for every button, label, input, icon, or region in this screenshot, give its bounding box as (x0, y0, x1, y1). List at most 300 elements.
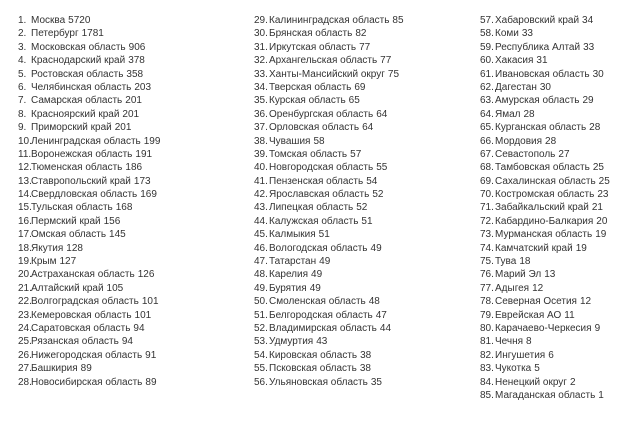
region-row (480, 201, 640, 214)
region-count: 378 (128, 55, 145, 67)
region-name: Владимирская область (269, 322, 377, 334)
region-name: Марий Эл (495, 269, 542, 281)
region-name: Ханты-Мансийский округ (269, 68, 385, 80)
rank-number: 82. (480, 349, 494, 361)
region-ranking (0, 14, 640, 414)
rank-number: 50. (254, 296, 268, 308)
region-name: Челябинская область (31, 81, 132, 93)
region-count: 25 (598, 175, 610, 187)
region-row (480, 268, 640, 281)
region-row (480, 148, 640, 161)
region-name: Дагестан (495, 81, 537, 93)
region-name: Самарская область (31, 95, 123, 107)
rank-number: 83. (480, 363, 494, 375)
rank-number: 57. (480, 15, 494, 26)
region-count: 30 (539, 81, 551, 93)
region-row (18, 335, 233, 348)
rank-number: 21. (18, 282, 32, 294)
rank-number: 68. (480, 162, 494, 174)
region-count: 51 (318, 229, 330, 241)
region-count: 48 (368, 296, 380, 308)
region-count: 19 (595, 229, 607, 241)
region-count: 47 (375, 309, 387, 321)
region-row (254, 335, 476, 348)
region-name: Краснодарский край (31, 55, 126, 67)
rank-number: 85. (480, 389, 494, 401)
region-row (254, 362, 476, 375)
rank-number: 41. (254, 175, 268, 187)
region-row (480, 282, 640, 295)
rank-number: 63. (480, 95, 494, 107)
region-name: Сахалинская область (495, 175, 596, 187)
region-name: Тверская область (269, 81, 352, 93)
rank-number: 29. (254, 15, 268, 26)
region-row (254, 161, 476, 174)
region-name: Татарстан (269, 256, 317, 268)
region-count: 34 (582, 15, 594, 26)
region-name: Карачаево-Черкесия (495, 322, 592, 334)
rank-number: 9. (18, 122, 27, 134)
rank-number: 3. (18, 41, 27, 53)
region-name: Московская область (31, 41, 126, 53)
region-count: 64 (362, 122, 374, 134)
region-row (480, 376, 640, 389)
region-count: 38 (360, 349, 372, 361)
region-count: 28 (523, 108, 535, 120)
region-row (18, 282, 233, 295)
region-count: 75 (387, 68, 400, 80)
region-row (480, 54, 640, 67)
region-row (18, 349, 233, 362)
region-name: Астраханская область (31, 269, 135, 281)
rank-number: 42. (254, 189, 268, 201)
region-name: Чувашия (269, 135, 311, 147)
region-name: Белгородская область (269, 309, 373, 321)
rank-number: 54. (254, 349, 268, 361)
region-row (480, 188, 640, 201)
region-name: Ставропольский край (31, 175, 131, 187)
region-name: Чечня (495, 336, 524, 348)
region-count: 31 (536, 55, 548, 67)
region-count: 8 (526, 336, 532, 348)
region-name: Курганская область (495, 122, 587, 134)
region-count: 126 (137, 269, 155, 281)
region-count: 201 (114, 122, 132, 134)
region-name: Ивановская область (495, 68, 590, 80)
rank-number: 25. (18, 336, 32, 348)
region-count: 101 (141, 296, 159, 308)
region-count: 906 (128, 41, 146, 53)
region-row (480, 295, 640, 308)
region-count: 186 (125, 162, 143, 174)
rank-number: 79. (480, 309, 494, 321)
rank-number: 5. (18, 68, 27, 80)
region-name: Тамбовская область (495, 162, 590, 174)
region-row (254, 54, 476, 67)
region-row (254, 215, 476, 228)
region-name: Москва (31, 15, 66, 26)
rank-number: 22. (18, 296, 32, 308)
region-row (480, 135, 640, 148)
region-name: Ненецкий округ (495, 376, 567, 388)
region-row (254, 255, 476, 268)
rank-number: 31. (254, 41, 268, 53)
region-name: Брянская область (269, 28, 353, 40)
region-count: 101 (134, 309, 152, 321)
ranking-column-2 (254, 14, 476, 389)
region-count: 23 (597, 189, 609, 201)
region-name: Крым (31, 256, 57, 268)
region-name: Кабардино-Балкария (495, 215, 594, 227)
region-row (254, 242, 476, 255)
region-name: Тюменская область (31, 162, 123, 174)
region-count: 128 (66, 242, 83, 254)
region-count: 35 (370, 376, 382, 388)
rank-number: 73. (480, 229, 494, 241)
region-name: Мордовия (495, 135, 543, 147)
region-row (254, 201, 476, 214)
region-row (18, 81, 233, 94)
region-name: Коми (495, 28, 519, 40)
region-row (480, 108, 640, 121)
rank-number: 18. (18, 242, 32, 254)
region-name: Алтайский край (31, 282, 104, 294)
region-count: 18 (519, 256, 531, 268)
rank-number: 46. (254, 242, 268, 254)
ranking-column-3 (480, 14, 640, 402)
region-count: 44 (379, 322, 392, 334)
rank-number: 56. (254, 376, 268, 388)
region-row (18, 295, 233, 308)
rank-number: 72. (480, 215, 494, 227)
region-name: Адыгея (495, 282, 530, 294)
region-row (480, 362, 640, 375)
region-row (18, 41, 233, 54)
region-name: Омская область (31, 229, 107, 241)
region-count: 94 (133, 322, 145, 334)
rank-number: 27. (18, 363, 32, 375)
region-count: 51 (361, 215, 373, 227)
rank-number: 24. (18, 322, 32, 334)
rank-number: 69. (480, 175, 494, 187)
region-name: Мурманская область (495, 229, 593, 241)
region-count: 52 (372, 189, 384, 201)
rank-number: 15. (18, 202, 32, 214)
region-name: Воронежская область (31, 148, 133, 160)
region-row (254, 27, 476, 40)
region-name: Якутия (31, 242, 64, 254)
region-count: 58 (313, 135, 325, 147)
rank-number: 1. (18, 15, 27, 26)
region-row (18, 27, 233, 40)
region-row (480, 175, 640, 188)
rank-number: 33. (254, 68, 268, 80)
ranking-column-1 (18, 14, 233, 389)
region-row (480, 121, 640, 134)
rank-number: 47. (254, 256, 268, 268)
region-name: Орловская область (269, 122, 360, 134)
region-row (480, 14, 640, 27)
rank-number: 23. (18, 309, 32, 321)
region-count: 9 (594, 322, 601, 334)
region-row (254, 228, 476, 241)
region-row (18, 268, 233, 281)
region-count: 156 (103, 215, 121, 227)
region-name: Оренбургская область (269, 108, 374, 120)
rank-number: 34. (254, 81, 268, 93)
region-name: Тульская область (31, 202, 113, 214)
region-name: Ростовская область (31, 68, 124, 80)
region-row (18, 201, 233, 214)
region-name: Новосибирская область (31, 376, 143, 388)
region-count: 19 (575, 242, 587, 254)
region-row (18, 242, 233, 255)
region-name: Ярославская область (269, 189, 370, 201)
region-row (480, 255, 640, 268)
region-name: Вологодская область (269, 242, 368, 254)
rank-number: 84. (480, 376, 494, 388)
rank-number: 76. (480, 269, 494, 281)
region-name: Камчатский край (495, 242, 573, 254)
rank-number: 44. (254, 215, 268, 227)
region-name: Рязанская область (31, 336, 119, 348)
region-row (18, 68, 233, 81)
region-row (18, 362, 233, 375)
region-count: 11 (564, 309, 575, 321)
rank-number: 81. (480, 336, 494, 348)
region-name: Нижегородская область (31, 349, 143, 361)
rank-number: 52. (254, 322, 268, 334)
region-name: Калининградская область (269, 15, 390, 26)
region-count: 91 (145, 349, 157, 361)
rank-number: 4. (18, 55, 27, 67)
region-row (18, 188, 233, 201)
rank-number: 53. (254, 336, 268, 348)
region-row (480, 322, 640, 335)
rank-number: 51. (254, 309, 268, 321)
region-row (254, 376, 476, 389)
region-count: 5 (534, 363, 540, 375)
region-row (18, 14, 233, 27)
region-count: 27 (558, 148, 570, 160)
region-count: 77 (380, 55, 392, 67)
region-row (254, 188, 476, 201)
region-count: 145 (109, 229, 126, 241)
region-count: 30 (592, 68, 604, 80)
region-name: Северная Осетия (495, 296, 577, 308)
region-count: 28 (589, 122, 601, 134)
region-count: 2 (569, 376, 576, 388)
region-count: 85 (392, 15, 404, 26)
region-name: Кемеровская область (31, 309, 132, 321)
region-row (480, 161, 640, 174)
region-row (18, 215, 233, 228)
region-count: 69 (354, 81, 366, 93)
region-row (480, 349, 640, 362)
region-count: 127 (59, 256, 77, 268)
rank-number: 13. (18, 175, 32, 187)
region-count: 6 (548, 349, 554, 361)
rank-number: 60. (480, 55, 494, 67)
region-name: Томская область (269, 148, 348, 160)
region-name: Курская область (269, 95, 346, 107)
region-name: Архангельская область (269, 55, 378, 67)
region-name: Хакасия (495, 55, 534, 67)
region-row (18, 322, 233, 335)
region-name: Петербург (31, 28, 79, 40)
region-row (254, 121, 476, 134)
rank-number: 64. (480, 108, 494, 120)
rank-number: 30. (254, 28, 268, 40)
region-count: 49 (309, 282, 321, 294)
region-count: 57 (350, 148, 362, 160)
region-name: Ингушетия (495, 349, 546, 361)
rank-number: 75. (480, 256, 494, 268)
region-count: 89 (145, 376, 157, 388)
rank-number: 14. (18, 189, 32, 201)
region-name: Севастополь (495, 148, 556, 160)
region-row (254, 175, 476, 188)
region-row (254, 282, 476, 295)
region-name: Ульяновская область (269, 376, 368, 388)
rank-number: 74. (480, 242, 494, 254)
region-count: 12 (532, 282, 544, 294)
region-row (480, 335, 640, 348)
region-count: 203 (134, 81, 152, 93)
region-count: 82 (355, 28, 367, 40)
region-row (18, 175, 233, 188)
rank-number: 40. (254, 162, 268, 174)
region-count: 64 (376, 108, 388, 120)
region-count: 191 (135, 148, 153, 160)
region-count: 199 (143, 135, 161, 147)
region-name: Амурская область (495, 95, 580, 107)
region-row (254, 148, 476, 161)
region-count: 201 (125, 95, 142, 107)
region-count: 1 (598, 389, 604, 401)
region-name: Красноярский край (31, 108, 120, 120)
region-row (18, 309, 233, 322)
region-row (254, 14, 476, 27)
region-row (254, 135, 476, 148)
region-row (254, 268, 476, 281)
rank-number: 35. (254, 95, 268, 107)
rank-number: 65. (480, 122, 494, 134)
region-name: Новгородская область (269, 162, 374, 174)
region-count: 28 (545, 135, 557, 147)
region-row (18, 255, 233, 268)
region-name: Забайкальский край (495, 202, 589, 214)
region-count: 52 (356, 202, 368, 214)
region-row (18, 108, 233, 121)
region-row (480, 68, 640, 81)
rank-number: 7. (18, 95, 27, 107)
region-row (254, 68, 476, 81)
region-row (254, 41, 476, 54)
region-row (480, 215, 640, 228)
region-count: 201 (122, 108, 140, 120)
rank-number: 58. (480, 28, 494, 40)
region-name: Бурятия (269, 282, 307, 294)
region-row (254, 309, 476, 322)
region-row (18, 161, 233, 174)
rank-number: 77. (480, 282, 494, 294)
rank-number: 37. (254, 122, 268, 134)
region-count: 65 (348, 95, 360, 107)
region-row (18, 135, 233, 148)
region-name: Республика Алтай (495, 41, 581, 53)
rank-number: 32. (254, 55, 268, 67)
region-count: 49 (319, 256, 331, 268)
rank-number: 80. (480, 322, 494, 334)
rank-number: 61. (480, 68, 494, 80)
region-count: 33 (521, 28, 533, 40)
region-name: Иркутская область (269, 41, 357, 53)
region-name: Тува (495, 256, 517, 268)
region-count: 173 (133, 175, 151, 187)
rank-number: 49. (254, 282, 268, 294)
rank-number: 11. (18, 148, 32, 160)
region-row (18, 54, 233, 67)
region-count: 169 (140, 189, 157, 201)
region-row (480, 27, 640, 40)
rank-number: 26. (18, 349, 32, 361)
region-row (480, 228, 640, 241)
region-count: 12 (579, 296, 592, 308)
region-row (18, 94, 233, 107)
rank-number: 39. (254, 148, 268, 160)
region-count: 1781 (81, 28, 104, 40)
rank-number: 70. (480, 189, 494, 201)
region-count: 49 (311, 269, 323, 281)
region-row (254, 81, 476, 94)
region-count: 89 (80, 363, 92, 375)
rank-number: 38. (254, 135, 268, 147)
region-count: 21 (591, 202, 603, 214)
region-count: 38 (359, 363, 371, 375)
rank-number: 55. (254, 363, 268, 375)
region-count: 5720 (68, 15, 91, 26)
region-name: Еврейская АО (495, 309, 562, 321)
rank-number: 10. (18, 135, 32, 147)
region-name: Смоленская область (269, 296, 366, 308)
rank-number: 67. (480, 148, 494, 160)
region-name: Хабаровский край (495, 15, 580, 26)
region-row (480, 41, 640, 54)
region-name: Пермский край (31, 215, 101, 227)
region-name: Волгоградская область (31, 296, 139, 308)
region-count: 43 (316, 336, 328, 348)
region-count: 25 (592, 162, 604, 174)
rank-number: 43. (254, 202, 268, 214)
region-count: 55 (376, 162, 388, 174)
rank-number: 59. (480, 41, 494, 53)
region-name: Башкирия (31, 363, 78, 375)
region-name: Ямал (495, 108, 521, 120)
region-row (480, 309, 640, 322)
region-name: Кировская область (269, 349, 358, 361)
region-name: Псковская область (269, 363, 357, 375)
region-count: 54 (366, 175, 378, 187)
region-name: Приморский край (31, 122, 112, 134)
rank-number: 62. (480, 81, 494, 93)
region-count: 20 (596, 215, 608, 227)
region-name: Чукотка (495, 363, 532, 375)
region-count: 77 (359, 41, 371, 53)
region-count: 94 (121, 336, 133, 348)
region-row (480, 94, 640, 107)
rank-number: 28. (18, 376, 32, 388)
